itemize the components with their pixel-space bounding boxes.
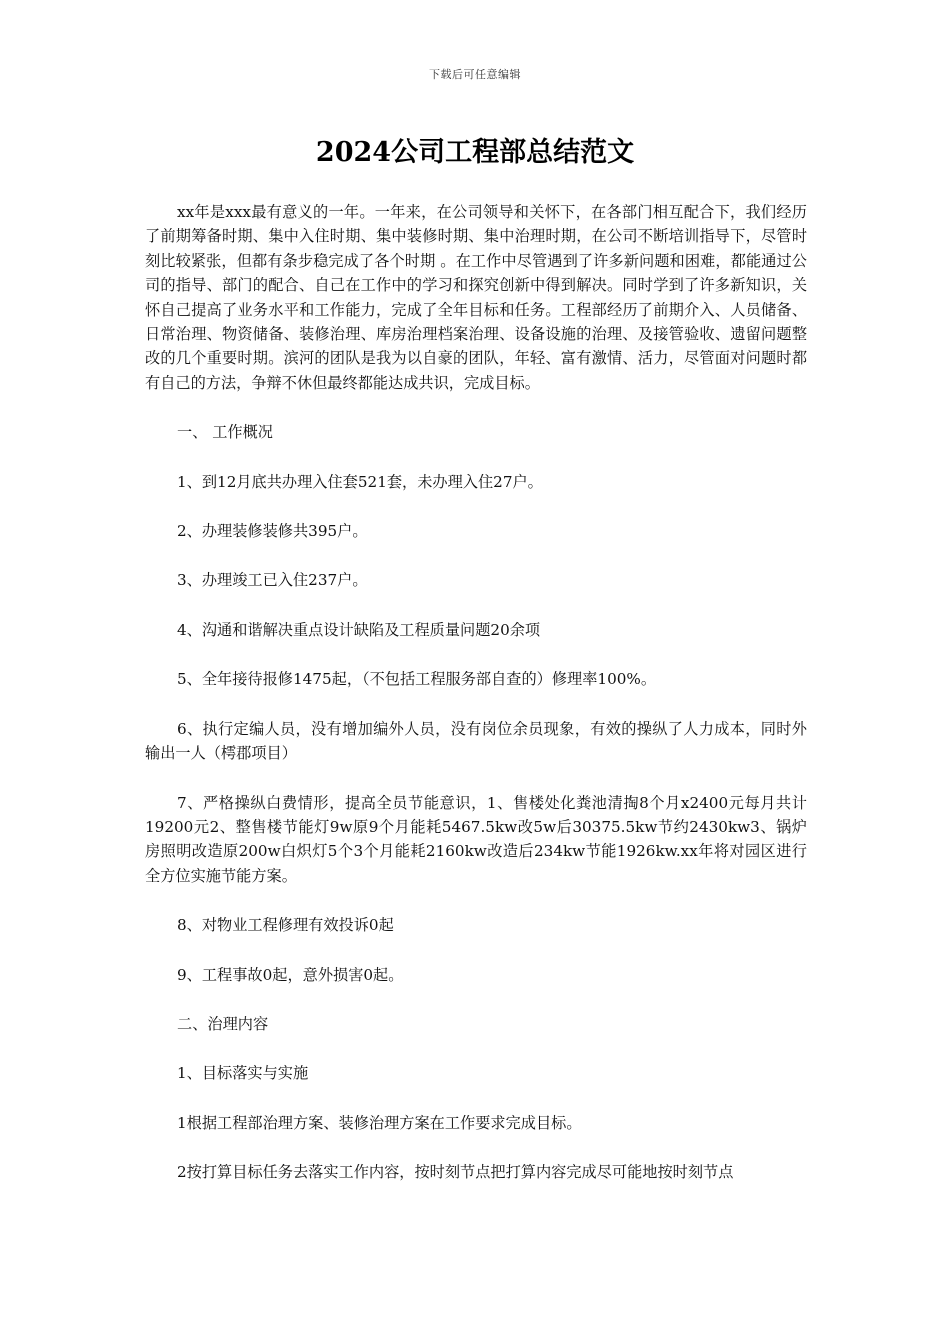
list-item: 3、办理竣工已入住237户。 [177,571,368,590]
header-note: 下载后可任意编辑 [429,68,521,81]
list-item: 2按打算目标任务去落实工作内容，按时刻节点把打算内容完成尽可能地按时刻节点 [177,1163,734,1182]
document-body [145,200,807,1185]
subsection-heading: 1、目标落实与实施 [177,1064,309,1083]
list-item: 7、严格操纵白费情形，提高全员节能意识，1、售楼处化粪池清掏8个月x2400元每月共计19200元2、整售楼节能灯9w原9个月能耗5467.5kw改5w后30375.5kw节约2430kw3、锅炉房照明改造原200w白炽灯5个3个月能耗2160kw改造后234kw节能1926kw.xx年将对园区进行全方位实施节能方案。 [145,793,807,885]
list-item: 1、到12月底共办理入住套521套，未办理入住27户。 [177,472,543,491]
intro-paragraph: xx年是xxx最有意义的一年。一年来，在公司领导和关怀下，在各部门相互配合下，我们经历了前期筹备时期、集中入住时期、集中装修时期、集中治理时期，在公司不断培训指导下，尽管时刻比较紧张，但都有条步稳完成了各个时期 。在工作中尽管遇到了许多新问题和困难，都能通过公司的指导、部门的配合、自己在工作中的学习和探究创新中得到解决。同时学到了许多新知识，关怀自己提高了业务水平和工作能力，完成了全年目标和任务。工程部经历了前期介入、人员储备、日常治理、物资储备、装修治理、库房治理档案治理、设备设施的治理、及接管验收、遗留问题整改的几个重要时期。滨河的团队是我为以自豪的团队，年轻、富有激情、活力，尽管面对问题时都有自己的方法，争辩不休但最终都能达成共识，完成目标。 [145,203,807,392]
list-item: 5、全年接待报修1475起，（不包括工程服务部自查的）修理率100%。 [177,670,657,689]
list-item: 8、对物业工程修理有效投诉0起 [177,916,394,935]
section-heading-overview: 一、 工作概况 [177,423,273,442]
section-heading-management: 二、治理内容 [177,1014,269,1033]
list-item: 2、办理装修装修共395户。 [177,522,368,541]
list-item: 1根据工程部治理方案、装修治理方案在工作要求完成目标。 [177,1113,582,1132]
list-item: 4、沟通和谐解决重点设计缺陷及工程质量问题20余项 [177,620,541,639]
list-item: 9、工程事故0起，意外损害0起。 [177,965,404,984]
document-title: 2024公司工程部总结范文 [315,137,635,168]
list-item: 6、执行定编人员，没有增加编外人员，没有岗位余员现象，有效的操纵了人力成本，同时外输出一人（樗郡项目） [145,719,807,763]
